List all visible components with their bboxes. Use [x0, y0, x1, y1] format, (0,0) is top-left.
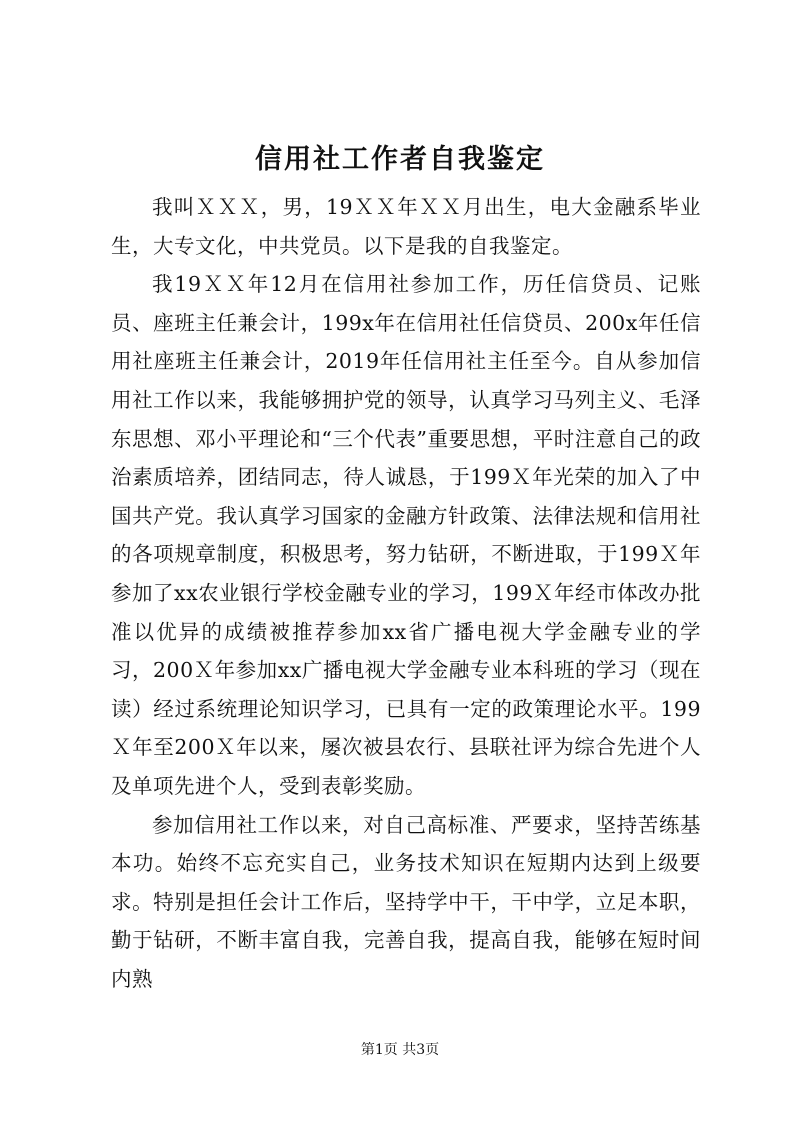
paragraph-intro: 我叫ＸＸＸ，男，19ＸＸ年ＸＸ月出生，电大金融系毕业生，大专文化，中共党员。以下是我的自我鉴定。 — [111, 195, 701, 258]
page-number-footer: 第1页 共3页 — [360, 1042, 440, 1058]
paragraph-work-history: 我19ＸＸ年12月在信用社参加工作，历任信贷员、记账员、座班主任兼会计，199x年在信用社任信贷员、200x年任信用社座班主任兼会计，2019年任信用社主任至今。自从参加信用社工作以来，我能够拥护党的领导，认真学习马列主义、毛泽东思想、邓小平理论和“三个代表”重要思想，平时注意自己的政治素质培养，团结同志，待人诚恳，于199Ｘ年光荣的加入了中国共产党。我认真学习国家的金融方针政策、法律法规和信用社的各项规章制度，积极思考，努力钻研，不断进取，于199Ｘ年参加了xx农业银行学校金融专业的学习，199Ｘ年经市体改办批准以优异的成绩被推荐参加xx省广播电视大学金融专业的学习，200Ｘ年参加xx广播电视大学金融专业本科班的学习（现在读）经过系统理论知识学习，已具有一定的政策理论水平。199Ｘ年至200Ｘ年以来，屡次被县农行、县联社评为综合先进个人及单项先进个人，受到表彰奖励。 — [111, 272, 701, 798]
document-title: 信用社工作者自我鉴定 — [255, 144, 545, 175]
document-body — [111, 188, 701, 998]
paragraph-self-improvement: 参加信用社工作以来，对自己高标准、严要求，坚持苦练基本功。始终不忘充实自己，业务技术知识在短期内达到上级要求。特别是担任会计工作后，坚持学中干，干中学，立足本职，勤于钻研，不断丰富自我，完善自我，提高自我，能够在短时间内熟 — [111, 812, 701, 991]
